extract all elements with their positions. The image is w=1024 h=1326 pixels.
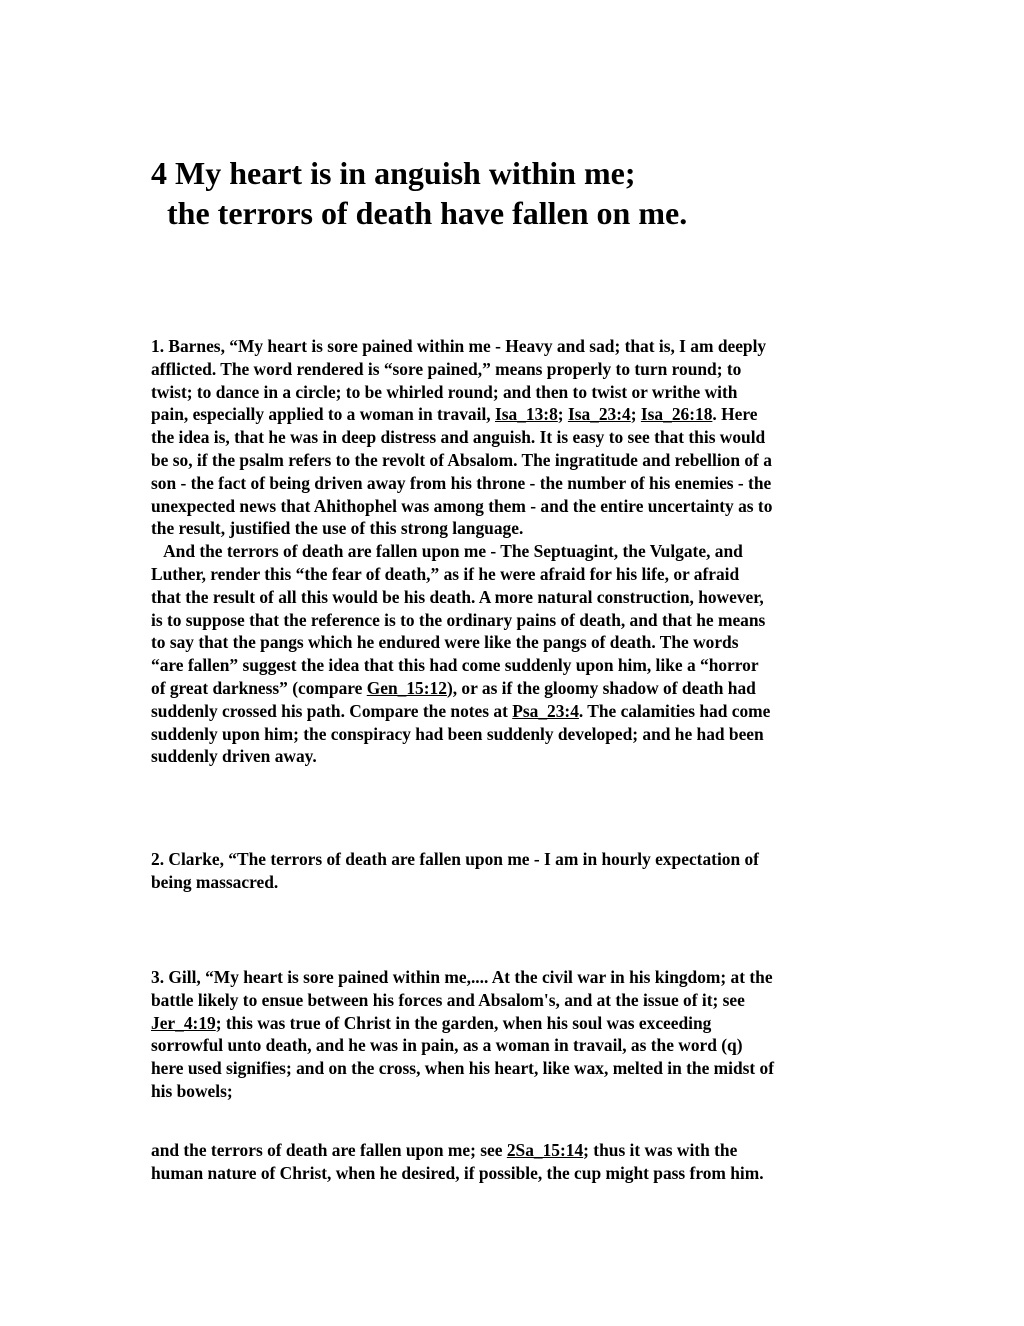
text-line	[151, 677, 875, 700]
reference-link-isa-23-4[interactable]: Isa_23:4	[567, 404, 631, 425]
text-line	[151, 1012, 875, 1035]
page-title	[151, 153, 911, 233]
text-line: being massacred.	[151, 871, 279, 892]
reference-link-isa-26-18[interactable]: Isa_26:18	[640, 404, 713, 425]
text-segment: suddenly crossed his path. Compare the notes at	[151, 700, 513, 721]
text-line: is to suppose that the reference is to the ordinary pains of death, and that he means	[151, 609, 766, 630]
reference-link-2sa-15-14[interactable]: 2Sa_15:14	[506, 1140, 584, 1160]
text-line: Luther, render this “the fear of death,” as if he were afraid for his life, or afraid	[151, 563, 740, 584]
text-line: suddenly upon him; the conspiracy had been suddenly developed; and he had been	[151, 723, 764, 744]
text-line	[151, 403, 875, 426]
text-line: to say that the pangs which he endured were like the pangs of death. The words	[151, 632, 739, 653]
commentary-barnes	[151, 335, 875, 768]
commentary-clarke	[151, 848, 875, 894]
text-line: suddenly driven away.	[151, 746, 317, 767]
text-line: be so, if the psalm refers to the revolt of Absalom. The ingratitude and rebellion of a	[151, 449, 772, 470]
text-segment: . Here	[712, 404, 758, 425]
reference-link-jer-4-19[interactable]: Jer_4:19	[151, 1012, 216, 1033]
text-line: human nature of Christ, when he desired, if possible, the cup might pass from him.	[151, 1162, 764, 1183]
text-line: 3. Gill, “My heart is sore pained within me,.... At the civil war in his kingdom; at the	[151, 967, 773, 987]
text-line: twist; to dance in a circle; to be whirled round; and then to twist or writhe with	[151, 381, 738, 402]
text-segment: ;	[630, 404, 641, 425]
text-line: that the result of all this would be his death. A more natural construction, however,	[151, 586, 764, 607]
text-line: 1. Barnes, “My heart is sore pained within me - Heavy and sad; that is, I am deeply	[151, 336, 767, 356]
text-segment: ;	[557, 404, 568, 425]
text-line: sorrowful unto death, and he was in pain, as a woman in travail, as the word (q)	[151, 1035, 743, 1056]
reference-link-isa-13-8[interactable]: Isa_13:8	[494, 404, 558, 425]
text-segment: ), or as if the gloomy shadow of death had	[446, 677, 756, 698]
text-line: And the terrors of death are fallen upon me - The Septuagint, the Vulgate, and	[151, 541, 743, 562]
commentary-gill	[151, 966, 875, 1103]
text-segment: . The calamities had come	[578, 700, 771, 721]
text-line: the idea is, that he was in deep distress and anguish. It is easy to see that this would	[151, 427, 766, 448]
title-line-2: the terrors of death have fallen on me.	[151, 195, 688, 231]
text-line: the result, justified the use of this strong language.	[151, 518, 524, 539]
text-segment: ; thus it was with the	[583, 1140, 738, 1160]
text-line: here used signifies; and on the cross, when his heart, like wax, melted in the midst of	[151, 1058, 775, 1079]
text-line: 2. Clarke, “The terrors of death are fallen upon me - I am in hourly expectation of	[151, 849, 759, 869]
commentary-gill-continued	[151, 1139, 875, 1185]
reference-link-gen-15-12[interactable]: Gen_15:12	[366, 677, 447, 698]
text-line: “are fallen” suggest the idea that this had come suddenly upon him, like a “horror	[151, 655, 759, 676]
text-line: unexpected news that Ahithophel was among them - and the entire uncertainty as to	[151, 495, 773, 516]
reference-link-psa-23-4[interactable]: Psa_23:4	[512, 700, 579, 721]
text-line	[151, 1139, 875, 1162]
text-line: afflicted. The word rendered is “sore pained,” means properly to turn round; to	[151, 358, 742, 379]
text-line: son - the fact of being driven away from his throne - the number of his enemies - the	[151, 472, 772, 493]
text-segment: ; this was true of Christ in the garden, when his soul was exceeding	[215, 1012, 712, 1033]
text-segment: of great darkness” (compare	[151, 677, 367, 698]
text-line: his bowels;	[151, 1080, 233, 1101]
text-segment: pain, especially applied to a woman in travail,	[151, 404, 495, 425]
text-line	[151, 700, 875, 723]
text-segment: and the terrors of death are fallen upon me; see	[151, 1140, 507, 1160]
text-line: battle likely to ensue between his forces and Absalom's, and at the issue of it; see	[151, 989, 745, 1010]
title-line-1: 4 My heart is in anguish within me;	[151, 155, 636, 191]
